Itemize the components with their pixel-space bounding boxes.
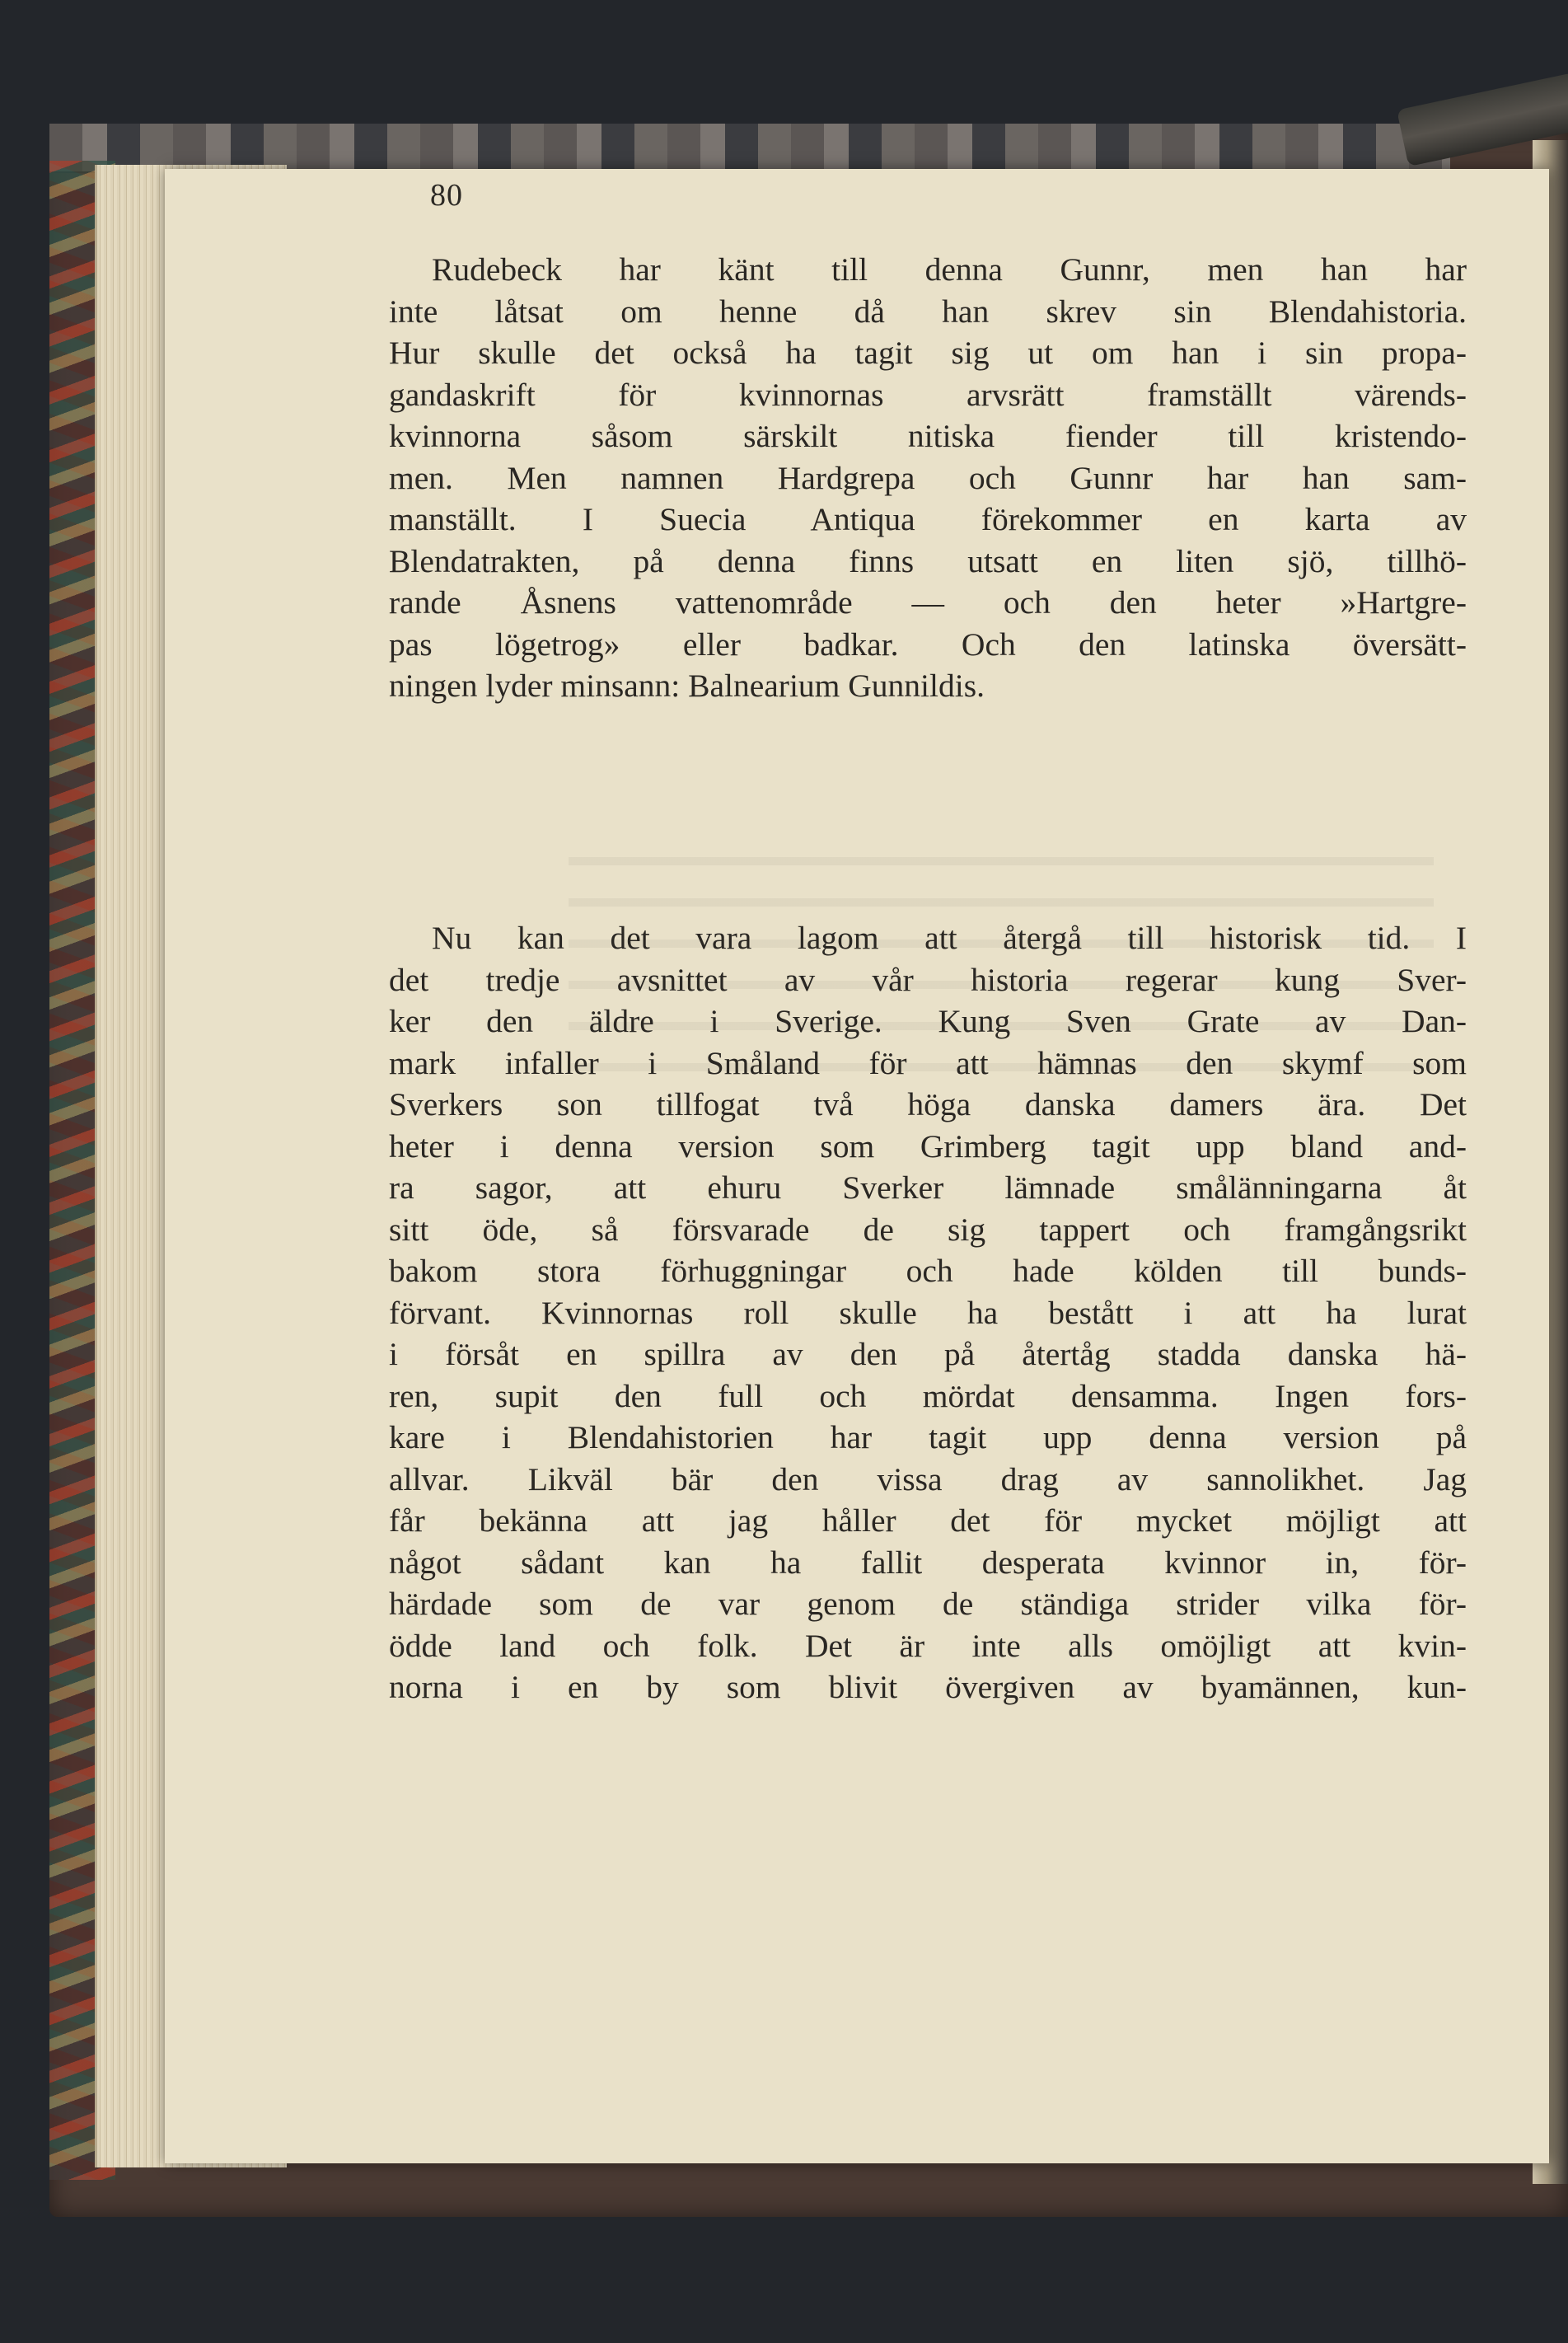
text-line: bakom stora förhuggningar och hade kölden till bunds-: [389, 1253, 1467, 1289]
text-line: Rudebeck har känt till denna Gunnr, men han har: [432, 251, 1467, 288]
paragraph-2: [389, 917, 1467, 1708]
text-line: i försåt en spillra av den på återtåg stadda danska hä-: [389, 1336, 1467, 1372]
text-line: ker den äldre i Sverige. Kung Sven Grate av Dan-: [389, 1003, 1467, 1039]
text-line: Blendatrakten, på denna finns utsatt en liten sjö, tillhö-: [389, 542, 1467, 579]
text-line: pas lögetrog» eller badkar. Och den latinska översätt-: [389, 626, 1467, 663]
text-line: kvinnorna såsom särskilt nitiska fiender till kristendo-: [389, 418, 1467, 454]
text-line: ren, supit den full och mördat densamma. Ingen fors-: [389, 1377, 1467, 1414]
text-line: heter i denna version som Grimberg tagit upp bland and-: [389, 1127, 1467, 1164]
text-line: allvar. Likväl bär den vissa drag av sannolikhet. Jag: [389, 1460, 1467, 1497]
text-line: Hur skulle det också ha tagit sig ut om han i sin propa-: [389, 335, 1467, 371]
text-line: inte låtsat om henne då han skrev sin Blendahistoria.: [389, 293, 1467, 330]
text-line: manställt. I Suecia Antiqua förekommer en karta av: [389, 501, 1467, 537]
text-line: Sverkers son tillfogat två höga danska damers ära. Det: [389, 1086, 1467, 1122]
text-line: kare i Blendahistorien har tagit upp denna version på: [389, 1419, 1467, 1455]
text-line: gandaskrift för kvinnornas arvsrätt framställt värends-: [389, 376, 1467, 413]
text-line: mark infaller i Småland för att hämnas den skymf som: [389, 1044, 1467, 1081]
text-line: ödde land och folk. Det är inte alls omöjligt att kvin-: [389, 1627, 1467, 1664]
text-line: rande Åsnens vattenområde — och den heter »Hartgre-: [389, 584, 1467, 621]
text-line: sitt öde, så försvarade de sig tappert och framgångsrikt: [389, 1211, 1467, 1248]
text-line: ra sagor, att ehuru Sverker lämnade smålänningarna åt: [389, 1169, 1467, 1206]
text-line: får bekänna att jag håller det för mycket möjligt att: [389, 1502, 1467, 1539]
text-line: norna i en by som blivit övergiven av byamännen, kun-: [389, 1669, 1467, 1705]
page-number: 80: [430, 178, 463, 213]
text-line: härdade som de var genom de ständiga strider vilka för-: [389, 1586, 1467, 1622]
text-line: men. Men namnen Hardgrepa och Gunnr har han sam-: [389, 459, 1467, 496]
text-line: Nu kan det vara lagom att återgå till historisk tid. I: [432, 920, 1467, 956]
text-line: det tredje avsnittet av vår historia regerar kung Sver-: [389, 961, 1467, 998]
text-line: förvant. Kvinnornas roll skulle ha bestått i att ha lurat: [389, 1294, 1467, 1331]
text-line: något sådant kan ha fallit desperata kvinnor in, för-: [389, 1544, 1467, 1581]
text-line: ningen lyder minsann: Balnearium Gunnildis.: [389, 668, 985, 704]
paragraph-1: [389, 249, 1467, 707]
